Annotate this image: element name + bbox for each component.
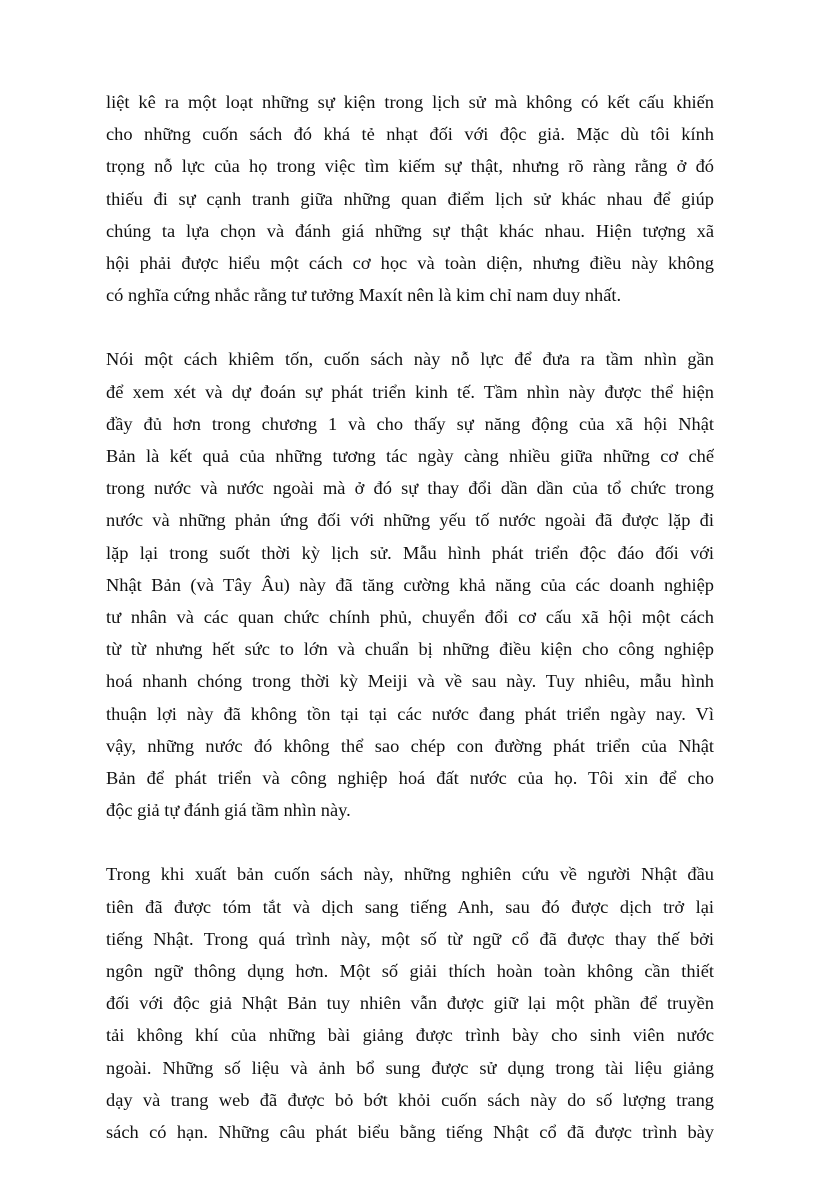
text-line: Nhật Bản (và Tây Âu) này đã tăng cường khả năng của các doanh nghiệp [106,574,714,595]
text-line: Bản là kết quả của những tương tác ngày càng nhiều giữa những cơ chế [106,446,714,467]
text-line: có nghĩa cứng nhắc rằng tư tưởng Maxít nên là kim chỉ nam duy nhất. [106,285,622,306]
text-line: Bản để phát triển và công nghiệp hoá đất nước của họ. Tôi xin để cho [106,768,714,789]
text-line: vậy, những nước đó không thể sao chép con đường phát triển của Nhật [106,735,714,756]
text-line: trọng nỗ lực của họ trong việc tìm kiếm sự thật, nhưng rõ ràng rằng ở đó [106,156,714,177]
text-line: tiên đã được tóm tắt và dịch sang tiếng Anh, sau đó được dịch trở lại [106,896,714,917]
text-line: cho những cuốn sách đó khá tẻ nhạt đối với độc giả. Mặc dù tôi kính [106,124,714,145]
text-line: để xem xét và dự đoán sự phát triển kinh tế. Tầm nhìn này được thể hiện [106,381,714,402]
text-line: nước và những phản ứng đối với những yếu tố nước ngoài đã được lặp đi [106,510,714,531]
text-line: Nói một cách khiêm tốn, cuốn sách này nỗ lực để đưa ra tầm nhìn gần [106,349,714,370]
text-line: thuận lợi này đã không tồn tại tại các nước đang phát triển ngày nay. Vì [106,703,714,724]
text-line: liệt kê ra một loạt những sự kiện trong lịch sử mà không có kết cấu khiến [106,92,714,112]
text-line: tiếng Nhật. Trong quá trình này, một số từ ngữ cổ đã được thay thế bởi [106,928,714,949]
text-line: hội phải được hiểu một cách cơ học và toàn diện, nhưng điều này không [106,253,714,274]
text-line: hoá nhanh chóng trong thời kỳ Meiji và về sau này. Tuy nhiêu, mẫu hình [106,671,714,692]
text-line: Trong khi xuất bản cuốn sách này, những nghiên cứu về người Nhật đầu [106,864,714,885]
text-line: chúng ta lựa chọn và đánh giá những sự thật khác nhau. Hiện tượng xã [106,220,714,241]
text-line: tư nhân và các quan chức chính phủ, chuyển đổi cơ cấu xã hội một cách [106,607,714,628]
text-line: ngoài. Những số liệu và ảnh bổ sung được sử dụng trong tài liệu giảng [106,1057,714,1078]
text-line: sách có hạn. Những câu phát biểu bằng tiếng Nhật cổ đã được trình bày [106,1122,714,1143]
document-page [106,86,714,1180]
text-line: ngôn ngữ thông dụng hơn. Một số giải thích hoàn toàn không cần thiết [106,961,714,982]
paragraph-1 [106,86,714,311]
text-line: dạy và trang web đã được bỏ bớt khỏi cuốn sách này do số lượng trang [106,1089,714,1110]
paragraph-3 [106,858,714,1148]
text-line: trong nước và nước ngoài mà ở đó sự thay đổi dần dần của tổ chức trong [106,478,714,499]
text-line: đối với độc giả Nhật Bản tuy nhiên vẫn được giữ lại một phần để truyền [106,993,714,1014]
text-line: tải không khí của những bài giảng được trình bày cho sinh viên nước [106,1025,714,1046]
paragraph-2 [106,343,714,826]
text-line: từ từ nhưng hết sức to lớn và chuẩn bị những điều kiện cho công nghiệp [106,639,714,660]
text-line: đầy đủ hơn trong chương 1 và cho thấy sự năng động của xã hội Nhật [106,413,714,434]
text-line: lặp lại trong suốt thời kỳ lịch sử. Mẫu hình phát triển độc đáo đối với [106,542,714,563]
text-line: thiếu đi sự cạnh tranh giữa những quan điểm lịch sử khác nhau để giúp [106,188,714,209]
text-line: độc giả tự đánh giá tầm nhìn này. [106,800,351,821]
